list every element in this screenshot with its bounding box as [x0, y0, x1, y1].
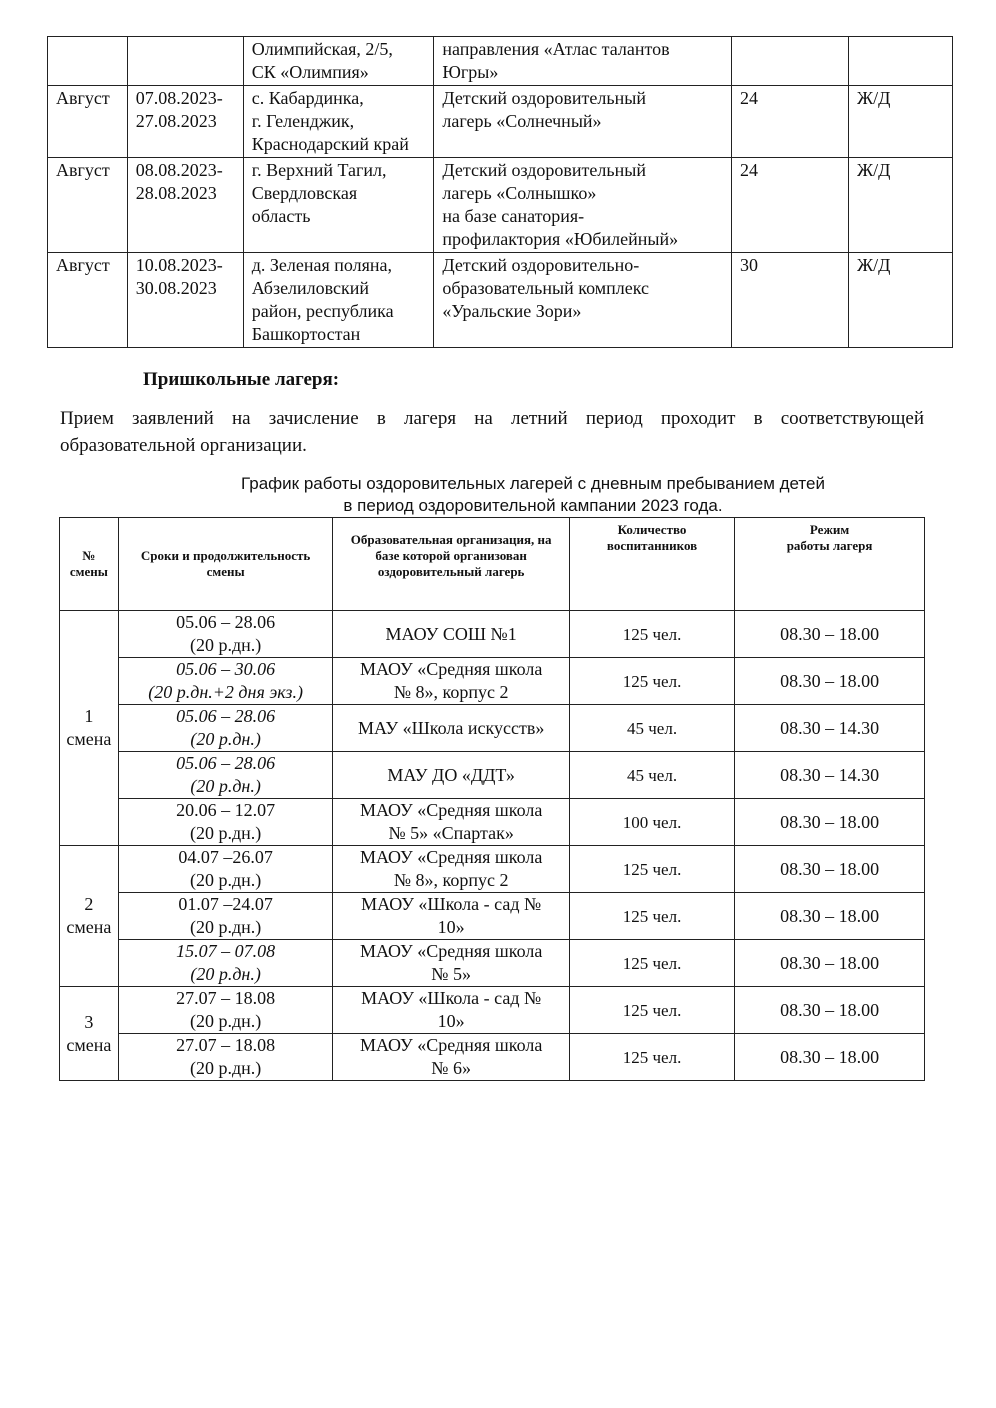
- cell-place: [243, 86, 434, 158]
- header-text: № смены: [69, 548, 108, 579]
- place-line: Абзелиловский: [251, 278, 370, 298]
- cell-period: [118, 705, 333, 752]
- org-line: 10»: [437, 917, 465, 937]
- header-org: [333, 518, 570, 611]
- cell-camp: [434, 37, 732, 86]
- cell-org: [333, 705, 570, 752]
- org-line: МАОУ «Школа - сад №: [361, 988, 542, 1008]
- org-line: МАОУ «Средняя школа: [359, 800, 543, 820]
- shift-label-line: смена: [66, 917, 112, 937]
- cell-mode: 08.30 – 18.00: [735, 799, 925, 846]
- camps-table-body: [48, 37, 953, 348]
- cell-count: 24: [732, 86, 849, 158]
- cell-count: 45 чел.: [569, 752, 734, 799]
- cell-mode: 08.30 – 18.00: [735, 846, 925, 893]
- org-line: МАОУ «Школа - сад №: [361, 894, 542, 914]
- shift-label-line: смена: [66, 729, 112, 749]
- cell-shift: [60, 987, 119, 1081]
- cell-org: [333, 799, 570, 846]
- camp-line: Югры»: [442, 62, 499, 82]
- schedule-row: [60, 940, 925, 987]
- period-dates: 04.07 –26.07: [178, 847, 273, 867]
- cell-org: [333, 658, 570, 705]
- period-dates: 27.07 – 18.08: [176, 1035, 276, 1055]
- cell-month: Август: [48, 158, 128, 253]
- camp-row: [48, 158, 953, 253]
- intro-paragraph-line: Прием заявлений на зачисление в лагеря на летний период проходит в соответствующей: [60, 408, 924, 429]
- period-dates: 20.06 – 12.07: [176, 800, 276, 820]
- cell-mode: 08.30 – 18.00: [735, 940, 925, 987]
- header-period: [118, 518, 333, 611]
- cell-org: [333, 1034, 570, 1081]
- cell-period: [118, 799, 333, 846]
- dates-line: 28.08.2023: [135, 183, 217, 203]
- camp-line: направления «Атлас талантов: [442, 39, 670, 59]
- cell-count: 125 чел.: [569, 1034, 734, 1081]
- period-duration: (20 р.дн.): [189, 917, 262, 937]
- place-line: г. Геленджик,: [251, 111, 355, 131]
- dates-line: 30.08.2023: [135, 278, 217, 298]
- cell-period: [118, 1034, 333, 1081]
- camp-row: [48, 253, 953, 348]
- schedule-row: [60, 611, 925, 658]
- cell-count: [732, 37, 849, 86]
- schedule-table-body: [60, 611, 925, 1081]
- cell-count: 125 чел.: [569, 846, 734, 893]
- dates-line: 08.08.2023-: [135, 160, 223, 180]
- schedule-row: [60, 987, 925, 1034]
- period-dates: 05.06 – 28.06: [176, 612, 276, 632]
- place-line: СК «Олимпия»: [251, 62, 369, 82]
- period-duration: (20 р.дн.): [190, 964, 261, 984]
- cell-count: 125 чел.: [569, 611, 734, 658]
- cell-mode: 08.30 – 14.30: [735, 752, 925, 799]
- schedule-table-head: [60, 518, 925, 611]
- cell-period: [118, 658, 333, 705]
- cell-period: [118, 940, 333, 987]
- cell-period: [118, 846, 333, 893]
- place-line: с. Кабардинка,: [251, 88, 364, 108]
- period-dates: 05.06 – 28.06: [176, 706, 276, 726]
- camp-line: Детский оздоровительно-: [442, 255, 640, 275]
- place-line: г. Верхний Тагил,: [251, 160, 387, 180]
- cell-mode: 08.30 – 18.00: [735, 611, 925, 658]
- org-line: МАОУ СОШ №1: [385, 623, 517, 644]
- cell-count: 30: [732, 253, 849, 348]
- cell-month: [48, 37, 128, 86]
- dates-line: 07.08.2023-: [135, 88, 223, 108]
- header-mode: [735, 518, 925, 611]
- camp-line: профилактория «Юбилейный»: [442, 229, 679, 249]
- period-dates: 05.06 – 30.06: [176, 659, 276, 679]
- period-duration: (20 р.дн.+2 дня экз.): [148, 682, 303, 702]
- cell-dates: [127, 86, 243, 158]
- camp-line: Детский оздоровительный: [442, 160, 646, 180]
- period-dates: 27.07 – 18.08: [176, 988, 276, 1008]
- cell-mode: 08.30 – 14.30: [735, 705, 925, 752]
- header-count: [569, 518, 734, 611]
- camp-line: Детский оздоровительный: [442, 88, 646, 108]
- header-text: Сроки и продолжительность смены: [140, 548, 311, 579]
- intro-paragraph: [60, 405, 924, 459]
- dates-line: 10.08.2023-: [135, 255, 223, 275]
- cell-mode: 08.30 – 18.00: [735, 1034, 925, 1081]
- section-heading: Пришкольные лагеря:: [143, 369, 340, 390]
- camp-line: лагерь «Солнышко»: [442, 183, 597, 203]
- cell-transport: Ж/Д: [849, 253, 953, 348]
- cell-period: [118, 893, 333, 940]
- cell-org: [333, 987, 570, 1034]
- cell-place: [243, 158, 434, 253]
- cell-dates: [127, 37, 243, 86]
- cell-org: [333, 893, 570, 940]
- org-line: № 6»: [431, 1058, 471, 1078]
- cell-mode: 08.30 – 18.00: [735, 658, 925, 705]
- cell-place: [243, 37, 434, 86]
- dates-line: 27.08.2023: [135, 111, 217, 131]
- cell-mode: 08.30 – 18.00: [735, 893, 925, 940]
- schedule-header-row: [60, 518, 925, 611]
- cell-count: 45 чел.: [569, 705, 734, 752]
- org-line: МАОУ «Средняя школа: [359, 941, 543, 961]
- org-line: № 8», корпус 2: [393, 682, 509, 702]
- period-duration: (20 р.дн.): [190, 729, 261, 749]
- header-shift-no: [60, 518, 119, 611]
- schedule-row: [60, 752, 925, 799]
- schedule-row: [60, 893, 925, 940]
- org-line: МАОУ «Средняя школа: [359, 659, 543, 679]
- cell-camp: [434, 253, 732, 348]
- cell-period: [118, 611, 333, 658]
- org-line: № 8», корпус 2: [393, 870, 509, 890]
- cell-camp: [434, 158, 732, 253]
- schedule-table: [59, 517, 925, 1081]
- place-line: Краснодарский край: [251, 134, 409, 154]
- header-text: Режим работы лагеря: [786, 522, 873, 553]
- schedule-caption: в период оздоровительной кампании 2023 года.: [343, 496, 723, 515]
- place-line: Свердловская: [251, 183, 358, 203]
- schedule-row: [60, 705, 925, 752]
- period-duration: (20 р.дн.): [189, 870, 262, 890]
- camp-line: «Уральские Зори»: [442, 301, 582, 321]
- place-line: район, республика: [251, 301, 394, 321]
- cell-transport: Ж/Д: [849, 158, 953, 253]
- camp-line: лагерь «Солнечный»: [442, 111, 602, 131]
- org-line: МАУ «Школа искусств»: [357, 717, 545, 738]
- cell-count: 125 чел.: [569, 893, 734, 940]
- schedule-caption: График работы оздоровительных лагерей с дневным пребыванием детей: [241, 474, 825, 493]
- period-duration: (20 р.дн.): [189, 1058, 262, 1078]
- header-text: Количество воспитанников: [606, 522, 698, 553]
- cell-org: [333, 846, 570, 893]
- shift-label-line: 3: [84, 1011, 94, 1032]
- camp-row: [48, 86, 953, 158]
- schedule-row: [60, 846, 925, 893]
- cell-org: [333, 940, 570, 987]
- cell-shift: [60, 611, 119, 846]
- period-dates: 05.06 – 28.06: [176, 753, 276, 773]
- cell-month: Август: [48, 86, 128, 158]
- org-line: № 5» «Спартак»: [388, 823, 514, 843]
- period-duration: (20 р.дн.): [189, 823, 262, 843]
- cell-place: [243, 253, 434, 348]
- place-line: д. Зеленая поляна,: [251, 255, 393, 275]
- cell-shift: [60, 846, 119, 987]
- org-line: МАУ ДО «ДДТ»: [387, 764, 515, 785]
- camps-table: [47, 36, 953, 348]
- org-line: 10»: [437, 1011, 465, 1031]
- org-line: МАОУ «Средняя школа: [359, 1035, 543, 1055]
- header-text: Образовательная организация, на базе которой организован оздоровительный лагерь: [350, 532, 552, 579]
- schedule-row: [60, 799, 925, 846]
- camp-line: на базе санатория-: [442, 206, 585, 226]
- cell-transport: [849, 37, 953, 86]
- cell-count: 100 чел.: [569, 799, 734, 846]
- place-line: Башкортостан: [251, 324, 361, 344]
- place-line: область: [251, 206, 311, 226]
- camp-row: [48, 37, 953, 86]
- cell-dates: [127, 253, 243, 348]
- cell-org: [333, 752, 570, 799]
- org-line: МАОУ «Средняя школа: [359, 847, 543, 867]
- cell-count: 125 чел.: [569, 940, 734, 987]
- schedule-row: [60, 658, 925, 705]
- cell-count: 125 чел.: [569, 658, 734, 705]
- shift-label-line: 1: [84, 706, 94, 726]
- period-duration: (20 р.дн.): [189, 1011, 262, 1031]
- shift-label-line: 2: [84, 894, 94, 914]
- cell-count: 125 чел.: [569, 987, 734, 1034]
- camp-line: образовательный комплекс: [442, 278, 650, 298]
- period-dates: 01.07 –24.07: [178, 894, 273, 914]
- period-duration: (20 р.дн.): [189, 635, 262, 655]
- org-line: № 5»: [431, 964, 471, 984]
- cell-transport: Ж/Д: [849, 86, 953, 158]
- place-line: Олимпийская, 2/5,: [251, 39, 393, 59]
- period-dates: 15.07 – 07.08: [176, 941, 276, 961]
- cell-org: [333, 611, 570, 658]
- cell-period: [118, 987, 333, 1034]
- cell-period: [118, 752, 333, 799]
- shift-label-line: смена: [66, 1034, 112, 1055]
- cell-dates: [127, 158, 243, 253]
- period-duration: (20 р.дн.): [190, 776, 261, 796]
- cell-mode: 08.30 – 18.00: [735, 987, 925, 1034]
- intro-paragraph-line: образовательной организации.: [60, 435, 307, 456]
- cell-month: Август: [48, 253, 128, 348]
- cell-camp: [434, 86, 732, 158]
- schedule-row: [60, 1034, 925, 1081]
- cell-count: 24: [732, 158, 849, 253]
